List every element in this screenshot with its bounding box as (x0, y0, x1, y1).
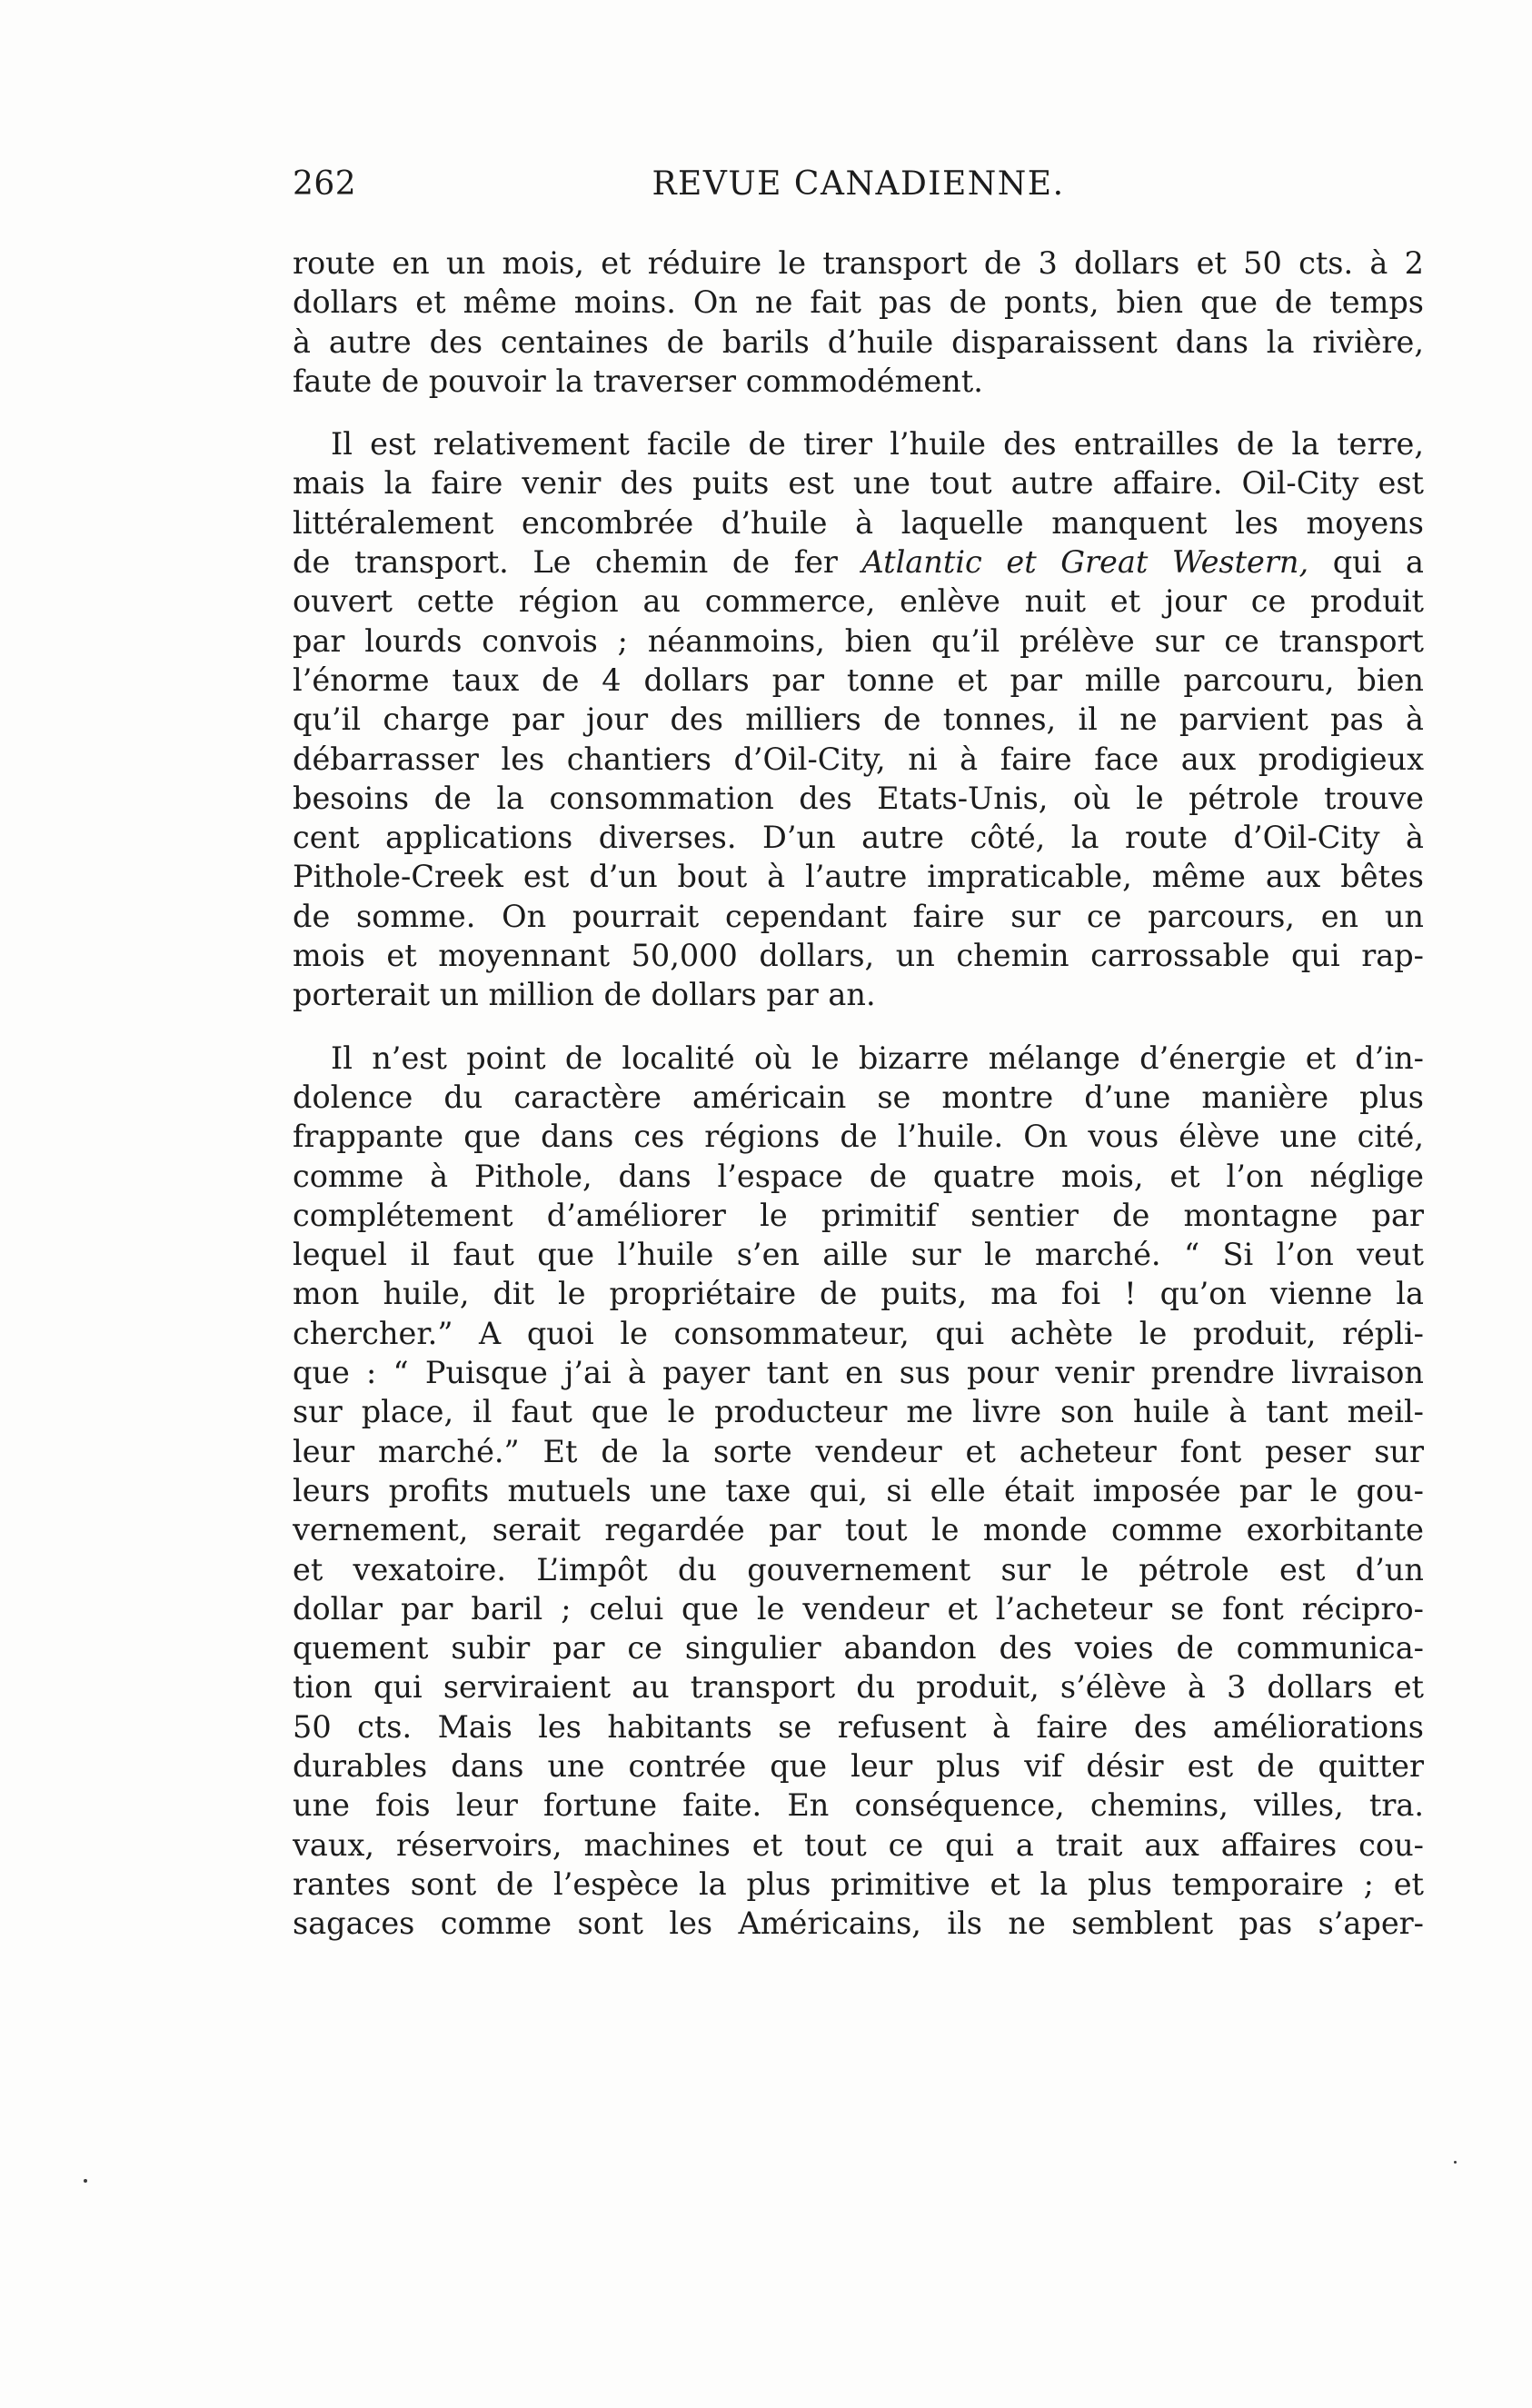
text-line: une fois leur fortune faite. En conséquence, chemins, villes, tra. (293, 1787, 1424, 1824)
text-line: à autre des centaines de barils d’huile disparaissent dans la rivière, (293, 323, 1424, 360)
text-line: chercher.” A quoi le consommateur, qui achète le produit, répli- (293, 1315, 1424, 1351)
text-line: ouvert cette région au commerce, enlève nuit et jour ce produit (293, 583, 1424, 620)
page-number: 262 (293, 165, 357, 203)
paragraph-3 (293, 1039, 1424, 1944)
text-line: leurs profits mutuels une taxe qui, si elle était imposée par le gou- (293, 1472, 1424, 1508)
text-line: porterait un million de dollars par an. (293, 977, 876, 1013)
italic-railway-name: Atlantic et Great Western, (861, 544, 1309, 581)
text-line: dollars et même moins. On ne fait pas de ponts, bien que de temps (293, 284, 1424, 321)
text-line: de somme. On pourrait cependant faire sur ce parcours, en un (293, 898, 1424, 934)
text-segment: de transport. Le chemin de fer (293, 544, 862, 581)
paragraph-2 (293, 424, 1424, 1014)
text-line: sagaces comme sont les Américains, ils ne semblent pas s’aper- (293, 1906, 1424, 1942)
text-line: comme à Pithole, dans l’espace de quatre mois, et l’on néglige (293, 1158, 1424, 1194)
text-line: mois et moyennant 50,000 dollars, un chemin carrossable qui rap- (293, 938, 1424, 974)
text-line: lequel il faut que l’huile s’en aille sur le marché. “ Si l’on veut (293, 1237, 1424, 1273)
text-line: tion qui serviraient au transport du produit, s’élève à 3 dollars et (293, 1669, 1424, 1706)
text-line: sur place, il faut que le producteur me livre son huile à tant meil- (293, 1394, 1424, 1430)
text-line: qu’il charge par jour des milliers de tonnes, il ne parvient pas à (293, 702, 1424, 738)
text-line: débarrasser les chantiers d’Oil-City, ni à faire face aux prodigieux (293, 741, 1424, 777)
text-line: vernement, serait regardée par tout le monde comme exorbitante (293, 1512, 1424, 1548)
text-line: mais la faire venir des puits est une tout autre affaire. Oil-City est (293, 465, 1424, 502)
text-line: cent applications diverses. D’un autre côté, la route d’Oil-City à (293, 820, 1424, 856)
text-line: l’énorme taux de 4 dollars par tonne et par mille parcouru, bien (293, 662, 1424, 698)
running-title: REVUE CANADIENNE. (652, 165, 1065, 203)
body-text (293, 244, 1424, 1966)
text-line: dolence du caractère américain se montre d’une manière plus (293, 1079, 1424, 1115)
running-head (293, 165, 1424, 220)
text-line: que : “ Puisque j’ai à payer tant en sus pour venir prendre livraison (293, 1355, 1424, 1391)
text-line: frappante que dans ces régions de l’huile. On vous élève une cité, (293, 1119, 1424, 1155)
text-line: route en un mois, et réduire le transport de 3 dollars et 50 cts. à 2 (293, 245, 1424, 281)
text-line: quement subir par ce singulier abandon des voies de communica- (293, 1630, 1424, 1667)
text-line: leur marché.” Et de la sorte vendeur et acheteur font peser sur (293, 1433, 1424, 1469)
text-line: Il n’est point de localité où le bizarre mélange d’énergie et d’in- (331, 1040, 1424, 1076)
text-line: dollar par baril ; celui que le vendeur et l’acheteur se font récipro- (293, 1590, 1424, 1627)
text-line: Pithole-Creek est d’un bout à l’autre impraticable, même aux bêtes (293, 859, 1424, 895)
text-segment: qui a (1308, 544, 1424, 581)
text-line: littéralement encombrée d’huile à laquelle manquent les moyens (293, 504, 1424, 541)
text-line: et vexatoire. L’impôt du gouvernement sur le pétrole est d’un (293, 1551, 1424, 1587)
text-line-with-italic (293, 542, 1424, 582)
print-speck (84, 2179, 87, 2183)
print-speck (1454, 2161, 1457, 2164)
text-line: besoins de la consommation des Etats-Unis, où le pétrole trouve (293, 780, 1424, 816)
text-line: Il est relativement facile de tirer l’huile des entrailles de la terre, (331, 426, 1424, 463)
text-line: faute de pouvoir la traverser commodément. (293, 363, 983, 399)
text-line: par lourds convois ; néanmoins, bien qu’il prélève sur ce transport (293, 622, 1424, 659)
paragraph-1 (293, 244, 1424, 401)
text-line: 50 cts. Mais les habitants se refusent à faire des améliorations (293, 1708, 1424, 1745)
text-line: mon huile, dit le propriétaire de puits, ma foi ! qu’on vienne la (293, 1276, 1424, 1312)
text-line: rantes sont de l’espèce la plus primitive et la plus temporaire ; et (293, 1866, 1424, 1902)
text-line: vaux, réservoirs, machines et tout ce qui a trait aux affaires cou- (293, 1826, 1424, 1863)
text-line: complétement d’améliorer le primitif sentier de montagne par (293, 1197, 1424, 1233)
text-line: durables dans une contrée que leur plus vif désir est de quitter (293, 1747, 1424, 1784)
